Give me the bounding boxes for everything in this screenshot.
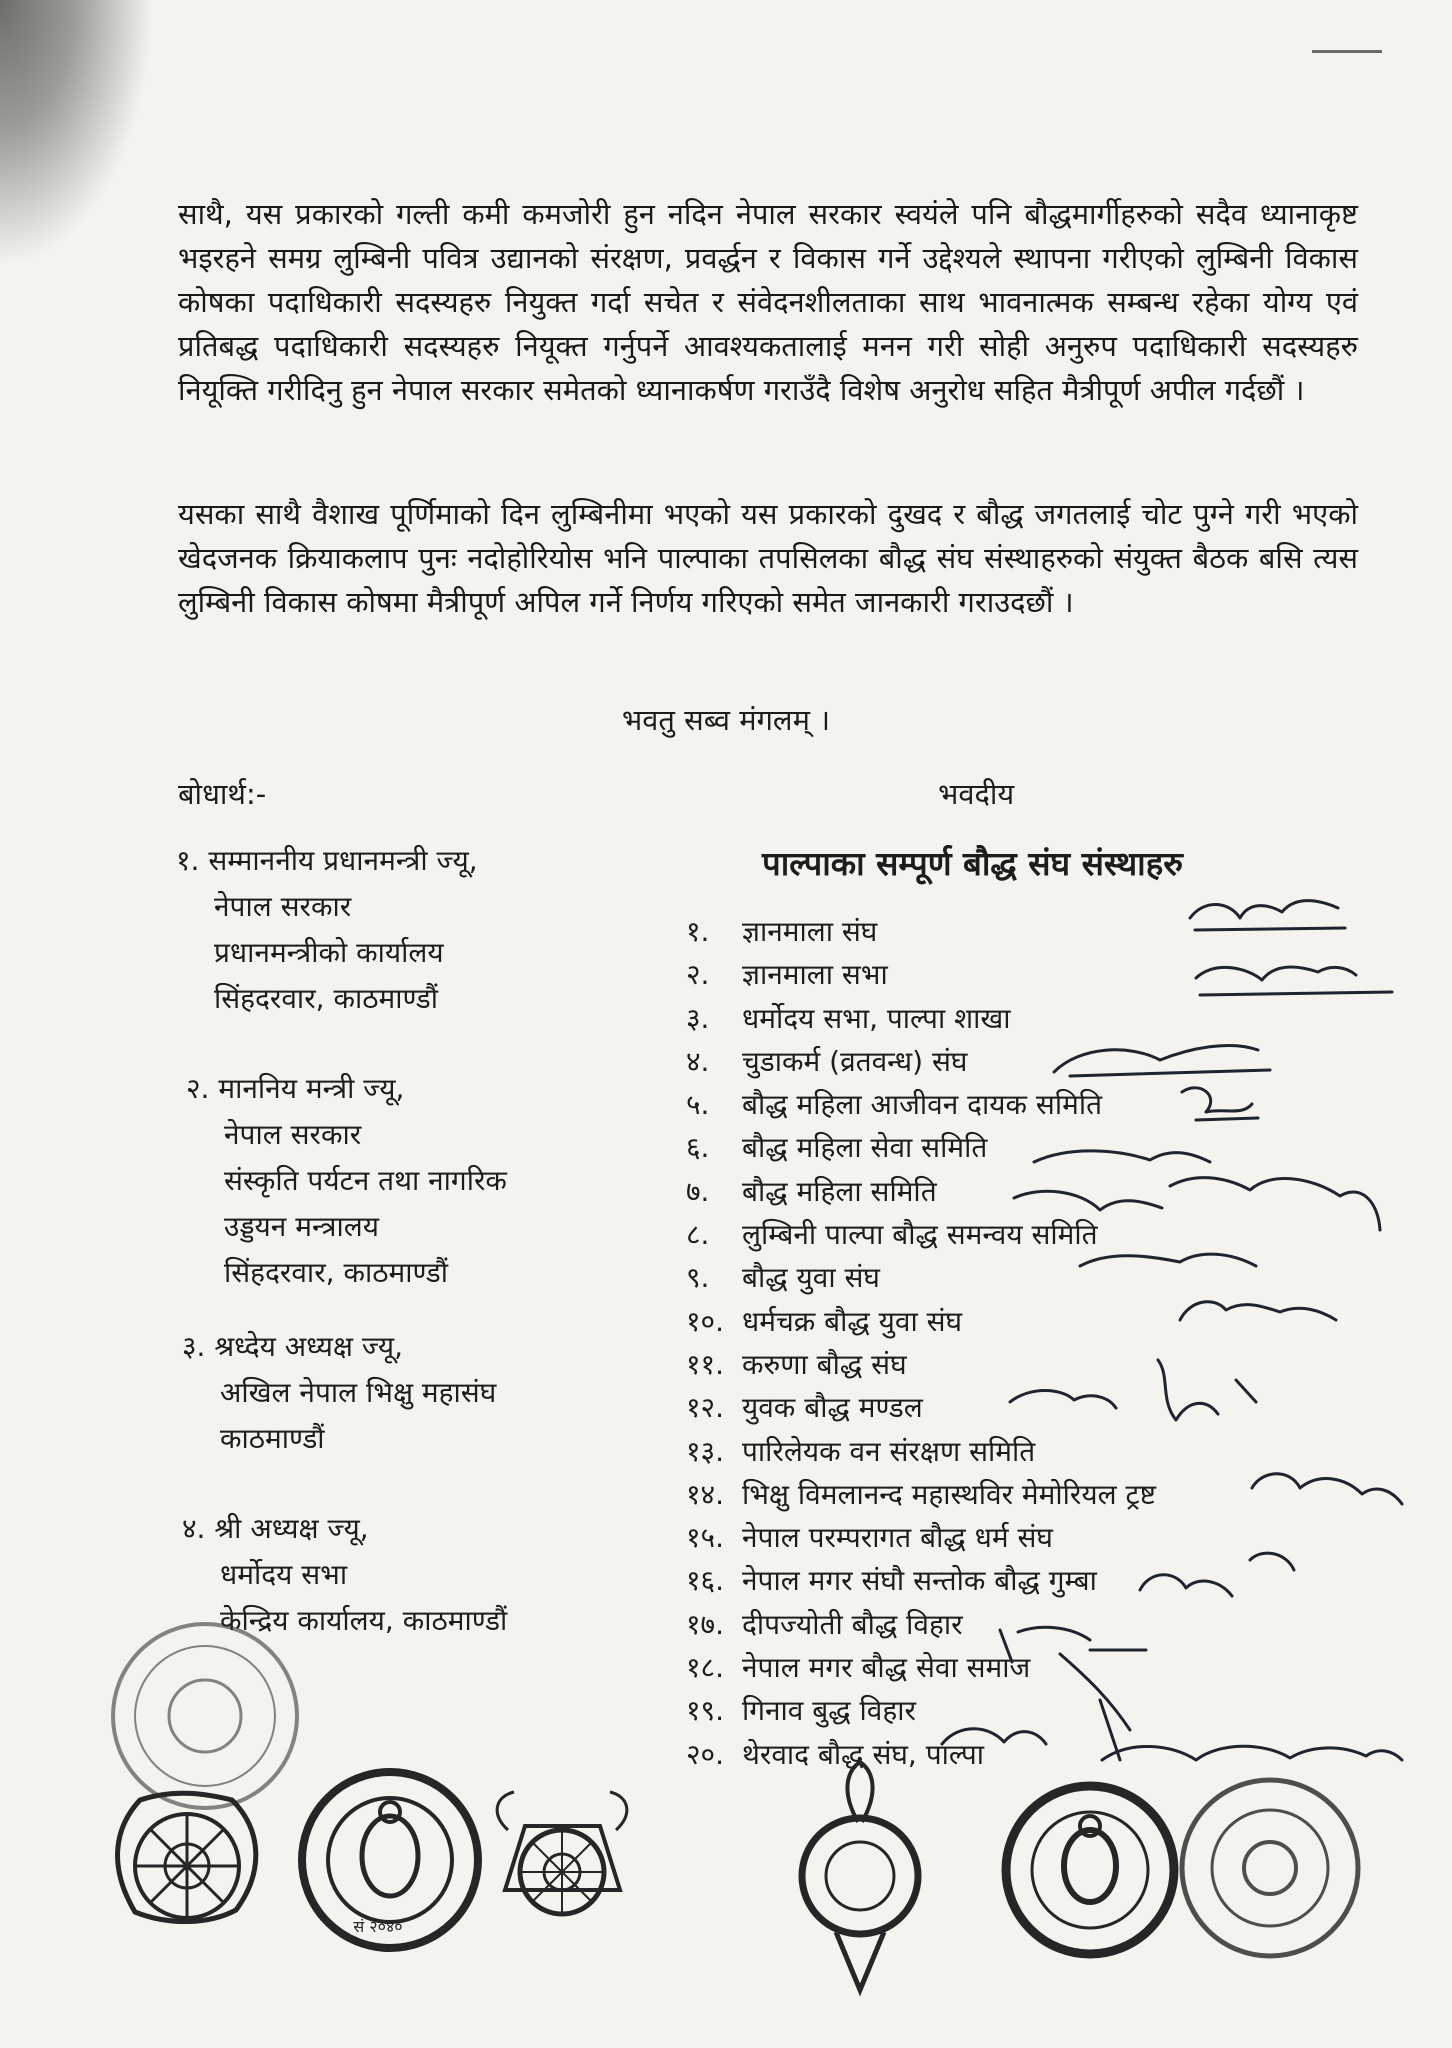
organizations-heading: पाल्पाका सम्पूर्ण बौद्ध संघ संस्थाहरु — [762, 844, 1183, 883]
seal-stamp — [1006, 1786, 1174, 1954]
addressee-line: उड्डयन मन्त्रालय — [224, 1210, 379, 1243]
org-name: नेपाल मगर बौद्ध सेवा समाज — [742, 1651, 1031, 1685]
org-name: लुम्बिनी पाल्पा बौद्ध समन्वय समिति — [742, 1218, 1098, 1252]
org-name: युवक बौद्ध मण्डल — [742, 1391, 923, 1425]
org-name: बौद्ध युवा संघ — [742, 1261, 880, 1295]
addressee-line: धर्मोदय सभा — [220, 1558, 348, 1591]
org-name: चुडाकर्म (व्रतवन्ध) संघ — [742, 1044, 968, 1078]
org-name: ज्ञानमाला सभा — [742, 958, 888, 992]
addressee-line: ४. श्री अध्यक्ष ज्यू, — [182, 1512, 369, 1545]
closing-blessing: भवतु सब्व मंगलम् । — [621, 703, 831, 737]
body-paragraph-1: साथै, यस प्रकारको गल्ती कमी कमजोरी हुन नदिन नेपाल सरकार स्वयंले पनि बौद्धमार्गीहरुको सदैव ध्यानाकृष्ट भइरहने समग्र लुम्बिनी पवित्र उद्यानको संरक्षण, प्रवर्द्धन र विकास गर्ने उद्देश्यले स्थापना गरीएको लुम्बिनी विकास कोषका पदाधिकारी सदस्यहरु नियुक्त गर्दा सचेत र संवेदनशीलताका साथ भावनात्मक सम्बन्ध रहेका योग्य एवं प्रतिबद्ध पदाधिकारी सदस्यहरु नियूक्त गर्नुपर्ने आवश्यकतालाई मनन गरी सोही अनुरुप पदाधिकारी सदस्यहरु नियूक्ति गरीदिनु हुन नेपाल सरकार समेतको ध्यानाकर्षण गराउँदै विशेष अनुरोध सहित मैत्रीपूर्ण अपील गर्दछौं । — [178, 197, 1358, 407]
org-number: १८. — [686, 1651, 725, 1685]
seal-stamp — [113, 1624, 297, 1808]
sign-off: भवदीय — [938, 777, 1015, 811]
org-number: १०. — [686, 1304, 725, 1338]
org-number: ११. — [686, 1347, 725, 1381]
org-name: बौद्ध महिला आजीवन दायक समिति — [742, 1088, 1103, 1122]
org-number: ३. — [686, 1001, 710, 1035]
org-name: भिक्षु विमलानन्द महास्थविर मेमोरियल ट्रष्ट — [742, 1477, 1156, 1511]
addressee-line: अखिल नेपाल भिक्षु महासंघ — [220, 1376, 497, 1409]
org-name: दीपज्योती बौद्ध विहार — [742, 1607, 963, 1641]
org-name: नेपाल परम्परागत बौद्ध धर्म संघ — [742, 1521, 1053, 1555]
addressee-line: ३. श्रध्देय अध्यक्ष ज्यू, — [182, 1330, 404, 1363]
org-number: १३. — [686, 1434, 725, 1468]
org-name: बौद्ध महिला सेवा समिति — [742, 1131, 988, 1165]
seal-stamp — [802, 1762, 918, 1990]
org-name: थेरवाद बौद्ध संघ, पाल्पा — [742, 1737, 985, 1771]
org-name: धर्मोदय सभा, पाल्पा शाखा — [742, 1001, 1011, 1035]
org-number: १. — [686, 915, 710, 948]
addressee-line: काठमाण्डौं — [220, 1422, 325, 1455]
cc-label: बोधार्थ:- — [178, 777, 267, 811]
org-number: १६. — [686, 1564, 725, 1598]
org-number: ७. — [686, 1174, 710, 1208]
org-name: नेपाल मगर संघौ सन्तोक बौद्ध गुम्बा — [742, 1564, 1097, 1598]
org-number: १५. — [686, 1521, 725, 1555]
org-number: ५. — [686, 1088, 710, 1122]
addressee-line: सिंहदरवार, काठमाण्डौं — [224, 1256, 448, 1289]
org-number: ८. — [686, 1218, 710, 1252]
org-number: ४. — [686, 1044, 710, 1078]
addressee-line: १. सम्माननीय प्रधानमन्त्री ज्यू, — [176, 844, 478, 877]
addressee-line: सिंहदरवार, काठमाण्डौं — [214, 982, 438, 1015]
body-paragraph-2: यसका साथै वैशाख पूर्णिमाको दिन लुम्बिनीमा भएको यस प्रकारको दुखद र बौद्ध जगतलाई चोट पुग्ने गरी भएको खेदजनक क्रियाकलाप पुनः नदोहोरियोस भनि पाल्पाका तपसिलका बौद्ध संघ संस्थाहरुको संयुक्त बैठक बसि त्यस लुम्बिनी विकास कोषमा मैत्रीपूर्ण अपिल गर्ने निर्णय गरिएको समेत जानकारी गराउदछौं । — [178, 497, 1358, 619]
seal-stamp — [118, 1793, 256, 1921]
org-number: ६. — [686, 1131, 710, 1165]
seal-label: सं २०४० — [353, 1917, 403, 1936]
addressee-line: नेपाल सरकार — [224, 1118, 362, 1151]
org-number: ९. — [686, 1261, 710, 1295]
seal-stamp — [1182, 1780, 1358, 1956]
org-number: १४. — [686, 1477, 725, 1511]
org-name: ज्ञानमाला संघ — [742, 915, 878, 948]
addressee-line: प्रधानमन्त्रीको कार्यालय — [214, 936, 444, 969]
org-number: १२. — [686, 1391, 725, 1425]
org-name: पारिलेयक वन संरक्षण समिति — [742, 1434, 1036, 1468]
org-number: १७. — [686, 1607, 725, 1641]
addressee-line: नेपाल सरकार — [214, 890, 352, 923]
addressee-line: केन्द्रिय कार्यालय, काठमाण्डौं — [220, 1604, 508, 1637]
org-name: गिनाव बुद्ध विहार — [742, 1694, 916, 1728]
org-name: करुणा बौद्ध संघ — [742, 1347, 907, 1381]
addressee-line: २. माननिय मन्त्री ज्यू, — [186, 1072, 405, 1105]
org-number: १९. — [686, 1694, 725, 1728]
org-name: धर्मचक्र बौद्ध युवा संघ — [742, 1304, 963, 1338]
org-name: बौद्ध महिला समिति — [742, 1174, 937, 1208]
org-number: २. — [686, 958, 710, 992]
addressee-line: संस्कृति पर्यटन तथा नागरिक — [224, 1164, 507, 1197]
seal-stamp — [497, 1792, 627, 1914]
org-number: २०. — [686, 1737, 725, 1771]
